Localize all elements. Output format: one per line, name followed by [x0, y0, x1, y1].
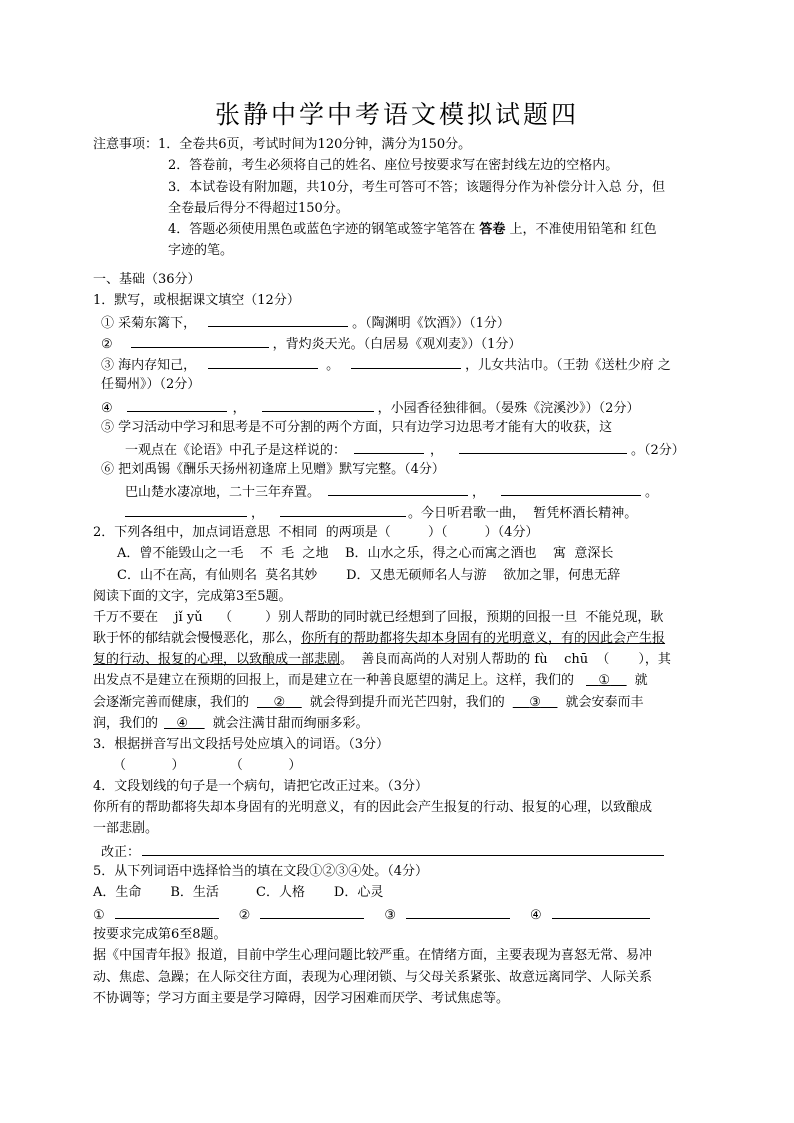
answer-blank[interactable]	[262, 398, 374, 412]
section-heading: 一、基础（36分）	[93, 272, 201, 287]
q1-item-5-cont: 一观点在《论语》中孔子是这样说的： ， 。（2分）	[125, 440, 685, 460]
blank-marker: ④	[176, 716, 189, 731]
answer-blank[interactable]	[125, 503, 247, 517]
answer-blank[interactable]	[142, 842, 664, 856]
notice-line-4b: 字迹的笔。	[168, 243, 234, 258]
q1-heading: 1．默写，或根据课文填空（12分）	[93, 293, 300, 308]
answer-blank[interactable]	[127, 398, 227, 412]
answer-blank[interactable]	[131, 334, 269, 348]
q1-item-5: ⑤ 学习活动中学习和思考是不可分割的两个方面，只有边学习边思考才能有大的收获，这	[101, 420, 613, 435]
notice-line-3b: 全卷最后得分不得超过150分。	[168, 201, 349, 216]
notice-line-4a: 4．答题必须使用黑色或蓝色字迹的钢笔或签字笔答在 答卷 上，不准使用铅笔和 红色	[168, 222, 657, 237]
q5-options: A．生命 B．生活 C．人格 D．心灵	[93, 885, 384, 900]
blank-marker: ③	[529, 695, 541, 710]
passage-line-6: 润，我们的 ④ 就会注满甘甜而绚丽多彩。	[93, 716, 369, 731]
passage-line-1: 千万不要在 jǐ yǔ （ ）别人帮助的同时就已经想到了回报，预期的回报一旦 不能兑现，耿	[93, 610, 664, 625]
passage-intro: 阅读下面的文字，完成第3至5题。	[93, 589, 292, 604]
q4-heading: 4．文段划线的句子是一个病句，请把它改正过来。（3分）	[93, 779, 429, 794]
q1-item-6-line-2: 巴山楚水凄凉地，二十三年弃置。 ， 。	[125, 482, 658, 502]
q3-heading: 3．根据拼音写出文段括号处应填入的词语。（3分）	[93, 737, 390, 752]
answer-blank[interactable]	[208, 313, 348, 327]
answer-blank[interactable]	[406, 905, 510, 919]
passage2-line-1: 据《中国青年报》报道，目前中学生心理问题比较严重。在情绪方面，主要表现为喜怒无常、易冲	[93, 948, 653, 963]
q2-heading: 2．下列各组中，加点词语意思 不相同 的两项是（ ）（ ）（4分）	[93, 525, 539, 540]
notice-line-1: 注意事项：1．全卷共6页，考试时间为120分钟，满分为150分。	[93, 137, 472, 152]
page-title: 张静中学中考语文模拟试题四	[214, 100, 579, 129]
q1-item-1: ① 采菊东篱下， 。（陶渊明《饮酒》）（1分）	[101, 313, 510, 333]
answer-blank[interactable]	[280, 503, 406, 517]
q1-item-3: ③ 海内存知己， 。 ，儿女共沾巾。（王勃《送杜少府 之	[101, 355, 671, 375]
q1-item-6-line-3: ， 。今日听君歌一曲， 暂凭杯酒长精神。	[125, 503, 637, 523]
answer-blank[interactable]	[501, 482, 641, 496]
q4-sentence-2: 一部悲剧。	[93, 821, 159, 836]
answer-blank[interactable]	[260, 905, 364, 919]
passage-line-4: 出发点不是建立在预期的回报上，而是建立在一种善良愿望的满足上。这样，我们的 ① 就	[93, 673, 648, 688]
q2-options-ab: A．曾不能毁山之一毛 不 毛 之地 B．山水之乐，得之心而寓之酒也 寓 意深长	[117, 546, 614, 561]
q5-blanks: ① ② ③ ④	[93, 905, 650, 925]
passage-line-2: 耿于怀的郁结就会慢慢恶化，那么，你所有的帮助都将失却本身固有的光明意义，有的因此会产生报	[93, 631, 666, 646]
blank-marker: ①	[598, 673, 611, 688]
notice-line-2: 2．答卷前，考生必须将自己的姓名、座位号按要求写在密封线左边的空格内。	[168, 158, 619, 173]
q4-sentence-1: 你所有的帮助都将失却本身固有的光明意义，有的因此会产生报复的行动、报复的心理，以致酿成	[93, 800, 653, 815]
q4-fix-line: 改正：	[101, 842, 664, 862]
q3-blanks[interactable]: （ ） （ ）	[113, 758, 302, 773]
q1-item-3-cont: 任蜀州》）（2分）	[101, 377, 201, 392]
answer-blank[interactable]	[208, 355, 318, 369]
q1-item-2: ② ，背灼炎天光。（白居易《观刈麦》）（1分）	[101, 334, 521, 354]
q2-options-cd: C．山不在高，有仙则名 莫名其妙 D．又患无硕师名人与游 欲加之罪，何患无辞	[117, 568, 621, 583]
answer-blank[interactable]	[351, 355, 461, 369]
answer-blank[interactable]	[354, 440, 424, 454]
answer-blank[interactable]	[552, 905, 650, 919]
q1-item-4: ④ ， ，小园香径独徘徊。（晏殊《浣溪沙》）（2分）	[101, 398, 639, 418]
answer-blank[interactable]	[459, 440, 627, 454]
q5-heading: 5．从下列词语中选择恰当的填在文段①②③④处。（4分）	[93, 864, 429, 879]
notice-label: 注意事项：	[93, 137, 159, 152]
passage2-line-2: 动、焦虑、急躁；在人际交往方面，表现为心理闭锁、与父母关系紧张、故意远离同学、人际关系	[93, 970, 653, 985]
passage-line-3: 复的行动、报复的心理，以致酿成一部悲剧。 善良而高尚的人对别人帮助的 fù chū （ ），其	[93, 652, 671, 667]
passage-line-5: 会逐渐完善而健康，我们的 ② 就会得到提升而光芒四射，我们的 ③ 就会安泰而丰	[93, 695, 644, 710]
passage2-line-3: 不协调等；学习方面主要是学习障碍，因学习困难而厌学、考试焦虑等。	[93, 991, 510, 1006]
blank-marker: ②	[273, 695, 286, 710]
passage2-intro: 按要求完成第6至8题。	[93, 927, 227, 942]
answer-blank[interactable]	[115, 905, 219, 919]
q1-item-6: ⑥ 把刘禹锡《酬乐天扬州初逢席上见赠》默写完整。（4分）	[101, 462, 445, 477]
answer-blank[interactable]	[328, 482, 468, 496]
notice-line-3a: 3．本试卷设有附加题，共10分，考生可答可不答；该题得分作为补偿分计入总 分，但	[168, 180, 665, 195]
